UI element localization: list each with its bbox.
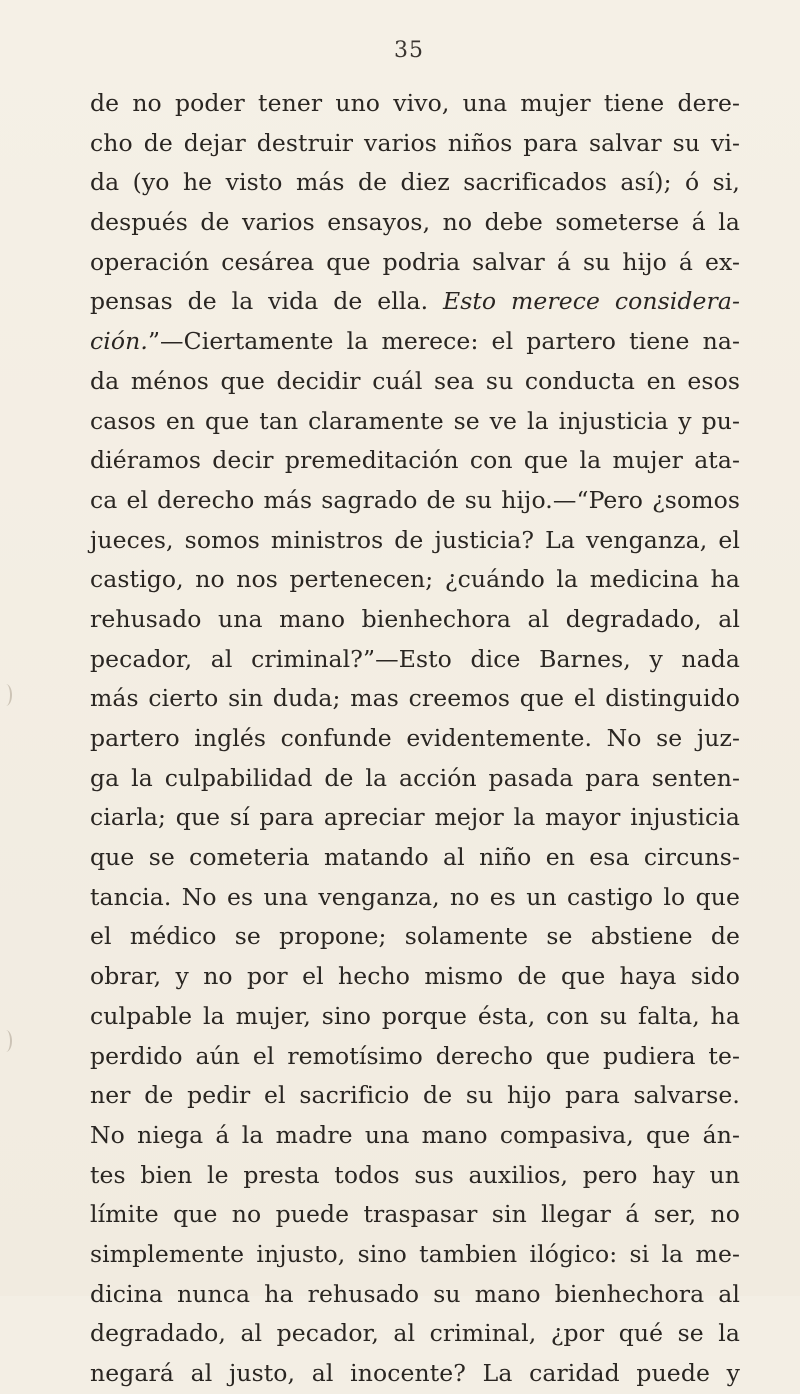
text-line: jueces, somos ministros de justicia? La venganza, el (90, 525, 740, 554)
binding-mark (0, 684, 12, 706)
text-line: operación cesárea que podria salvar á su hijo á ex- (90, 247, 740, 276)
text-line: partero inglés confunde evidentemente. No se juz- (90, 724, 740, 752)
text-line: ner de pedir el sacrificio de su hijo para salvarse. (90, 1081, 740, 1110)
text-line: más cierto sin duda; mas creemos que el distinguido (90, 684, 740, 713)
text-line: pecador, al criminal?”—Esto dice Barnes, y nada (90, 644, 740, 673)
text-line: culpable la mujer, sino porque ésta, con su falta, ha (90, 1001, 740, 1030)
text-line: casos en que tan claramente se ve la injusticia y pu- (90, 406, 740, 435)
text-line: el médico se propone; solamente se abstiene de (90, 922, 740, 951)
text-line: ciarla; que sí para apreciar mejor la mayor injusticia (90, 803, 740, 832)
text-line: tancia. No es una venganza, no es un castigo lo que (90, 882, 740, 911)
body-text (90, 84, 740, 1394)
text-line: ca el derecho más sagrado de su hijo.—“Pero ¿somos (90, 485, 740, 514)
text-line: de no poder tener uno vivo, una mujer tiene dere- (90, 89, 740, 117)
text-line: que se cometeria matando al niño en esa circuns- (90, 843, 740, 872)
text-line: obrar, y no por el hecho mismo de que haya sido (90, 962, 740, 991)
text-line: No niega á la madre una mano compasiva, que án- (90, 1120, 740, 1149)
text-line: degradado, al pecador, al criminal, ¿por qué se la (90, 1319, 740, 1348)
text-line: da ménos que decidir cuál sea su conducta en esos (90, 366, 740, 395)
italic-text: ción. (90, 327, 148, 356)
text-line: rehusado una mano bienhechora al degradado, al (90, 604, 740, 633)
text-line: ga la culpabilidad de la acción pasada para senten- (90, 763, 740, 792)
italic-text: Esto merece considera- (442, 287, 740, 316)
text-line: da (yo he visto más de diez sacrificados así); ó si, (90, 168, 740, 197)
text-line: dicina nunca ha rehusado su mano bienhechora al (90, 1279, 740, 1308)
text-line: pensas de la vida de ella. Esto merece considera- (90, 287, 740, 316)
text-line: después de varios ensayos, no debe someterse á la (90, 208, 740, 237)
page-number: 35 (394, 38, 424, 63)
text-line: diéramos decir premeditación con que la mujer ata- (90, 446, 740, 475)
text-line: tes bien le presta todos sus auxilios, pero hay un (90, 1160, 740, 1189)
text-line: perdido aún el remotísimo derecho que pudiera te- (90, 1041, 740, 1070)
text-line: cho de dejar destruir varios niños para salvar su vi- (90, 128, 740, 157)
text-line: límite que no puede traspasar sin llegar á ser, no (90, 1200, 740, 1229)
text-line: negará al justo, al inocente? La caridad puede y (90, 1359, 740, 1387)
text-line: castigo, no nos pertenecen; ¿cuándo la medicina ha (90, 565, 740, 594)
text-line: ción.”—Ciertamente la merece: el partero tiene na- (90, 327, 740, 356)
binding-mark (0, 1030, 12, 1052)
text-line: simplemente injusto, sino tambien ilógico: si la me- (90, 1239, 740, 1268)
